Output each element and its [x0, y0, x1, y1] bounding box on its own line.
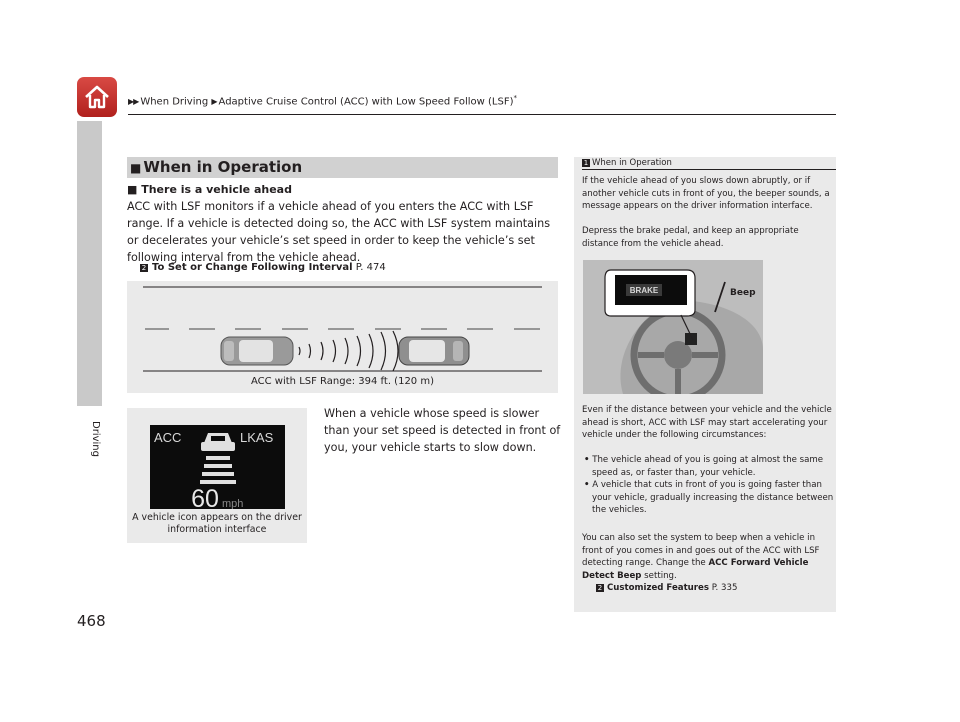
xref-marker-icon: 2	[597, 584, 603, 592]
setting-name: ACC Forward Vehicle Detect Beep	[582, 558, 809, 581]
section-marker: ■	[130, 161, 142, 175]
driver-info-screen	[150, 425, 285, 509]
acc-range-caption: ACC with LSF Range: 394 ft. (120 m)	[251, 376, 434, 387]
header-divider	[128, 114, 836, 115]
note-bullet-list	[582, 454, 834, 517]
acc-range-illustration	[127, 281, 558, 393]
note-paragraph: Depress the brake pedal, and keep an appropriate distance from the vehicle ahead.	[582, 226, 799, 249]
driver-info-illustration	[127, 408, 307, 543]
note-paragraph: If the vehicle ahead of you slows down abruptly, or if another vehicle cuts in front of you, the beeper sounds, a message appears on the driver information interface.	[582, 176, 830, 211]
section-title-bar	[127, 157, 558, 178]
body-paragraph: ACC with LSF monitors if a vehicle ahead of you enters the ACC with LSF range. If a vehicle is detected doing so, the ACC with LSF system maintains or decelerates your vehicle’s set speed in order to keep the vehicle’s set following interval from the vehicle ahead.	[127, 200, 551, 264]
vehicle-ahead-icon	[201, 433, 235, 451]
list-item: • The vehicle ahead of you is going at almost the same speed as, or faster than, your vehicle.	[584, 455, 824, 478]
chapter-tab[interactable]	[77, 121, 102, 406]
brake-warning-illustration	[583, 260, 763, 394]
breadcrumb-arrow-icon: ▶	[211, 97, 217, 107]
brake-message: BRAKE	[629, 286, 659, 295]
note-divider	[582, 169, 836, 170]
xref-marker-icon: 2	[141, 264, 147, 272]
page-number: 468	[77, 612, 106, 630]
home-button[interactable]	[77, 77, 117, 117]
radar-waves	[299, 331, 398, 371]
xref-page: P. 474	[355, 262, 386, 273]
beep-label: Beep	[730, 288, 756, 298]
home-icon	[82, 82, 112, 112]
breadcrumb	[128, 94, 517, 107]
section-title: When in Operation	[143, 158, 303, 176]
dash-speed: 60	[191, 485, 219, 509]
slowdown-paragraph: When a vehicle whose speed is slower than your set speed is detected in front of you, your vehicle starts to slow down.	[324, 407, 561, 454]
xref-label: To Set or Change Following Interval	[152, 262, 353, 273]
dash-speed-unit: mph	[222, 498, 244, 509]
dash-lkas-label: LKAS	[240, 430, 274, 445]
note-title-text: When in Operation	[592, 158, 672, 168]
driver-info-caption: A vehicle icon appears on the driver information interface	[132, 512, 302, 535]
note-paragraph: Even if the distance between your vehicle and the vehicle ahead is short, ACC with LSF may start accelerating your vehicle under the following circumstances:	[582, 405, 832, 440]
dash-acc-label: ACC	[154, 430, 182, 445]
note-title	[582, 158, 672, 168]
note-marker-icon: 1	[583, 159, 589, 167]
note-panel	[574, 157, 836, 612]
vehicle-ahead-icon	[399, 337, 469, 365]
chapter-label: Driving	[90, 421, 101, 457]
road-diagram	[127, 281, 558, 376]
breadcrumb-item[interactable]: When Driving	[140, 96, 209, 108]
note-paragraph: You can also set the system to beep when a vehicle in front of you comes in and goes out of the ACC with LSF detecting range. Change the ACC Forward Vehicle Detect Beep setting.	[582, 533, 820, 581]
own-vehicle-icon	[221, 337, 293, 365]
breadcrumb-footnote: *	[513, 94, 517, 102]
xref-label: Customized Features	[607, 583, 709, 593]
cross-reference-link[interactable]	[140, 262, 386, 273]
list-item: • A vehicle that cuts in front of you is going faster than your vehicle, gradually increasing the distance between the vehicles.	[584, 480, 834, 515]
breadcrumb-item[interactable]: Adaptive Cruise Control (ACC) with Low Speed Follow (LSF)	[218, 96, 514, 108]
following-distance-bars-icon	[200, 456, 236, 484]
subheading: ■ There is a vehicle ahead	[127, 183, 292, 196]
cross-reference-link[interactable]	[596, 582, 832, 595]
xref-page: P. 335	[711, 583, 738, 593]
breadcrumb-arrow-icon: ▶▶	[128, 97, 139, 107]
